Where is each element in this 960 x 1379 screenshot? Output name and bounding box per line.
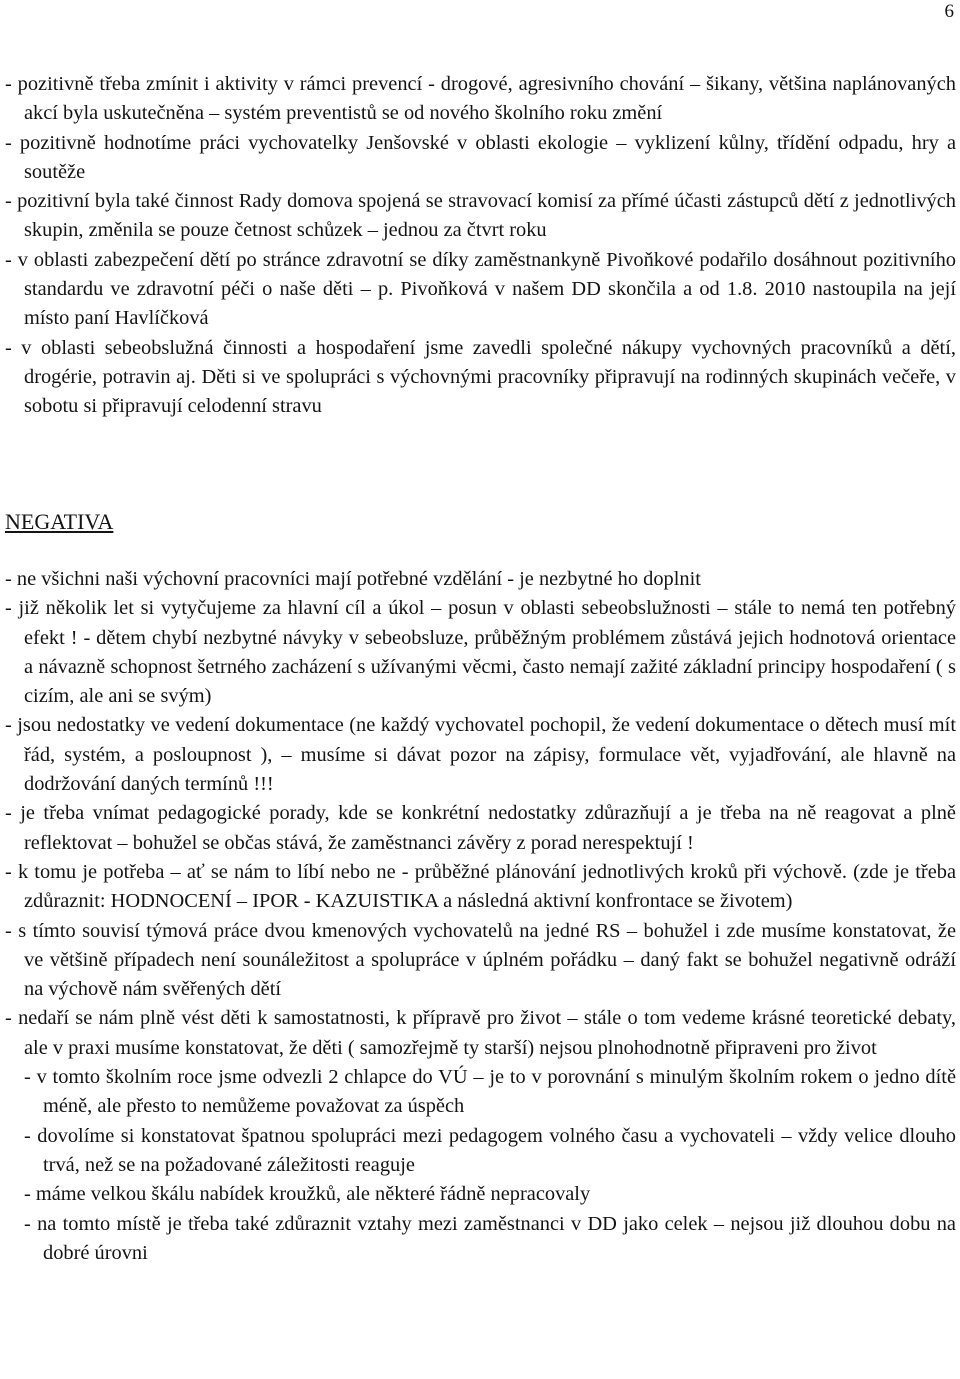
negative-item-meetings: - je třeba vnímat pedagogické porady, kde se konkrétní nedostatky zdůrazňují a je třeba na ně reagovat a plně reflektovat – bohužel se občas stává, že zaměstnanci závěry z porad nerespektují !	[5, 802, 956, 854]
negative-item-education: - ne všichni naši výchovní pracovníci mají potřebné vzdělání - je nezbytné ho doplnit	[5, 568, 701, 590]
positive-section	[5, 70, 956, 422]
positive-item-council: - pozitivní byla také činnost Rady domova spojená se stravovací komisí za přímé účasti zástupců dětí z jednotlivých skupin, změnila se pouze četnost schůzek – jednou za čtvrt roku	[5, 190, 956, 242]
positive-item-self-service: - v oblasti sebeobslužná činnosti a hospodaření jsme zavedli společné nákupy vychovných pracovníků a dětí, drogérie, potravin aj. Děti si ve spolupráci s výchovnými pracovníky připravují na rodinných skupinách večeře, v sobotu si připravují celodenní stravu	[5, 336, 956, 418]
negative-item-planning: - k tomu je potřeba – ať se nám to líbí nebo ne - průběžné plánování jednotlivých kroků při výchově. (zde je třeba zdůraznit: HODNOCENÍ – IPOR - KAZUISTIKA a následná aktivní konfrontace se životem)	[5, 860, 956, 913]
negative-section	[5, 565, 956, 1268]
positive-item-health: - v oblasti zabezpečení dětí po stránce zdravotní se díky zaměstnankyně Pivoňkové podařilo dosáhnout pozitivního standardu ve zdravotní péči o naše děti – p. Pivoňková v našem DD skončila a od 1.8. 2010 nastoupila na její místo paní Havlíčková	[5, 248, 956, 330]
negative-item-self-service: - již několik let si vytyčujeme za hlavní cíl a úkol – posun v oblasti sebeobslužnosti – stále to nemá ten potřebný efekt ! - dětem chybí nezbytné návyky v sebeobsluze, průběžným problémem zůstává jejich hodnotová orientace a návazně schopnost šetrného zacházení s užívanými věcmi, často nemají zažité základní principy hospodaření ( s cizím, ale ani se svým)	[5, 597, 956, 708]
negative-item-teamwork: - s tímto souvisí týmová práce dvou kmenových vychovatelů na jedné RS – bohužel i zde musíme konstatovat, že ve většině případech není sounáležitost a spolupráce v úplném pořádku – daný fakt se bohužel negativně odráží na výchově nám svěřených dětí	[5, 919, 956, 1001]
negative-item-documentation: - jsou nedostatky ve vedení dokumentace (ne každý vychovatel pochopil, že vedení dokumentace o dětech musí mít řád, systém, a posloupnost ), – musíme si dávat pozor na zápisy, formulace vět, vyjadřování, ale hlavně na dodržování daných termínů !!!	[5, 714, 956, 796]
negative-item-institution: - v tomto školním roce jsme odvezli 2 chlapce do VÚ – je to v porovnání s minulým školním rokem o jedno dítě méně, ale přesto to nemůžeme považovat za úspěch	[24, 1066, 956, 1118]
positive-item-ecology: - pozitivně hodnotíme práci vychovatelky Jenšovské v oblasti ekologie – vyklizení kůlny, třídění odpadu, hry a soutěže	[5, 131, 956, 183]
negative-item-independence: - nedaří se nám plně vést děti k samostatnosti, k přípravě pro život – stále o tom vedeme krásné teoretické debaty, ale v praxi musíme konstatovat, že děti ( samozřejmě ty starší) nejsou plnohodnotně připraveni pro život	[5, 1007, 956, 1059]
negative-item-leisure-cooperation: - dovolíme si konstatovat špatnou spolupráci mezi pedagogem volného času a vychovateli – vždy velice dlouho trvá, než se na požadované záležitosti reaguje	[24, 1124, 956, 1176]
positive-item-prevention: - pozitivně třeba zmínit i aktivity v rámci prevencí - drogové, agresivního chování – šikany, většina naplánovaných akcí byla uskutečněna – systém preventistů se od nového školního roku změní	[5, 73, 956, 125]
negative-heading: NEGATIVA	[5, 509, 114, 534]
negative-item-relationships: - na tomto místě je třeba také zdůraznit vztahy mezi zaměstnanci v DD jako celek – nejsou již dlouhou dobu na dobré úrovni	[24, 1212, 956, 1264]
page-number: 6	[944, 1, 954, 22]
negative-item-clubs: - máme velkou škálu nabídek kroužků, ale některé řádně nepracovaly	[24, 1183, 591, 1206]
